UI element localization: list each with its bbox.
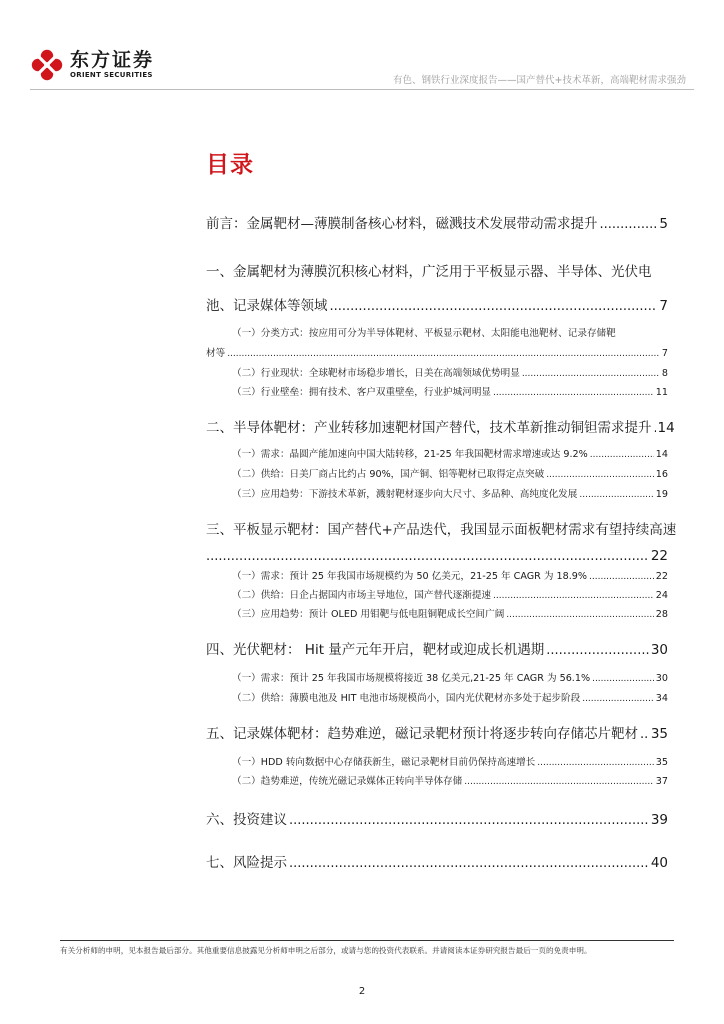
toc-entry-text: 池、记录媒体等领域 — [206, 298, 328, 314]
toc-entry-text: （三）应用趋势：下游技术革新，溅射靶材逐步向大尺寸、多品种、高纯度化发展 — [232, 489, 578, 500]
toc-page-number: 30 — [655, 673, 668, 684]
toc-entry-1[interactable] — [206, 294, 668, 314]
toc-entry-1-1[interactable] — [206, 345, 668, 359]
toc-entry-4-1[interactable] — [206, 670, 668, 684]
toc-page-number: 40 — [650, 855, 668, 871]
brand-name-cn: 东方证券 — [70, 49, 155, 71]
toc-page-number: 11 — [655, 387, 668, 398]
toc-page-number: 8 — [661, 368, 668, 379]
toc-leader-dots — [506, 609, 653, 620]
toc-page-number: 7 — [661, 348, 668, 359]
toc-page-number: 39 — [650, 812, 668, 828]
toc-page-number: 14 — [657, 420, 675, 436]
toc-title: 目录 — [206, 152, 254, 178]
toc-leader-dots — [537, 757, 654, 768]
toc-leader-dots — [589, 571, 654, 582]
toc-entry-5-1[interactable] — [206, 754, 668, 768]
toc-leader-dots — [206, 548, 649, 564]
toc-page-number: 14 — [655, 449, 668, 460]
toc-entry-2-3[interactable] — [206, 486, 668, 500]
toc-leader-dots — [289, 812, 649, 828]
toc-entry-2[interactable] — [206, 416, 675, 436]
brand-name-en: ORIENT SECURITIES — [70, 71, 153, 79]
toc-page-number: 16 — [655, 469, 668, 480]
toc-entry-7[interactable] — [206, 851, 668, 871]
header-divider — [30, 89, 694, 90]
toc-entry-5-2[interactable] — [206, 773, 668, 787]
toc-leader-dots — [590, 449, 654, 460]
toc-leader-dots — [582, 693, 654, 704]
toc-leader-dots — [546, 642, 649, 658]
toc-entry-text: （二）供给：日美厂商占比约占 90%，国产铜、铝等靶材已取得定点突破 — [232, 469, 545, 480]
toc-leader-dots — [330, 298, 658, 314]
toc-entry-text: 前言：金属靶材—薄膜制备核心材料，磁溅技术发展带动需求提升 — [206, 216, 598, 232]
toc-entry-5[interactable] — [206, 722, 668, 742]
toc-entry-1-2[interactable] — [206, 365, 668, 379]
toc-entry-3-2[interactable] — [206, 587, 668, 601]
toc-entry-3-1[interactable] — [206, 568, 668, 582]
toc-entry-text: （二）供给：日企占据国内市场主导地位，国产替代逐渐提速 — [232, 590, 492, 601]
toc-entry-text: （二）趋势难逆，传统光磁记录媒体正转向半导体存储 — [232, 776, 463, 787]
toc-entry-3[interactable] — [206, 548, 668, 564]
toc-leader-dots — [289, 855, 649, 871]
toc-entry-text: （一）需求：晶圆产能加速向中国大陆转移，21-25 年我国靶材需求增速或达 9.2% — [232, 449, 588, 460]
brand-logo — [30, 48, 154, 82]
toc-page-number: 5 — [659, 216, 668, 232]
report-subtitle: 有色、钢铁行业深度报告——国产替代+技术革新，高端靶材需求强劲 — [393, 75, 686, 86]
footer-divider — [60, 940, 674, 941]
toc-entry-text: （二）行业现状：全球靶材市场稳步增长，日美在高端领域优势明显 — [232, 368, 520, 379]
toc-entry-text: （一）需求：预计 25 年我国市场规模约为 50 亿美元，21-25 年 CAGR 为 18.9% — [232, 571, 588, 582]
toc-entry-text: 材等 — [206, 348, 226, 359]
toc-entry-1-3[interactable] — [206, 384, 668, 398]
toc-page-number: 22 — [655, 571, 668, 582]
toc-leader-dots — [600, 216, 658, 232]
toc-leader-dots — [654, 420, 656, 436]
toc-entry-3-line1[interactable]: 三、平板显示靶材：国产替代+产品迭代，我国显示面板靶材需求有望持续高速 — [206, 522, 677, 538]
toc-entry-4-2[interactable] — [206, 690, 668, 704]
toc-leader-dots — [493, 387, 654, 398]
toc-entry-text: （二）供给：薄膜电池及 HIT 电池市场规模尚小，国内光伏靶材亦多处于起步阶段 — [232, 693, 581, 704]
toc-entry-3-3[interactable] — [206, 606, 668, 620]
toc-entry-2-2[interactable] — [206, 466, 668, 480]
toc-entry-text: 五、记录媒体靶材：趋势难逆，磁记录靶材预计将逐步转向存储芯片靶材 — [206, 726, 638, 742]
toc-leader-dots — [579, 489, 653, 500]
toc-page-number: 35 — [650, 726, 668, 742]
toc-entry-text: （一）需求：预计 25 年我国市场规模将接近 38 亿美元,21-25 年 CAGR 为 56.1% — [232, 673, 591, 684]
toc-leader-dots — [464, 776, 654, 787]
toc-entry-text: （一）HDD 转向数据中心存储获新生，磁记录靶材目前仍保持高速增长 — [232, 757, 536, 768]
toc-entry-text: 七、风险提示 — [206, 855, 287, 871]
toc-page-number: 37 — [655, 776, 668, 787]
toc-page-number: 24 — [655, 590, 668, 601]
toc-entry-text: （三）应用趋势：预计 OLED 用钼靶与低电阻铜靶成长空间广阔 — [232, 609, 505, 620]
toc-entry-text: （三）行业壁垒：拥有技术、客户双重壁垒，行业护城河明显 — [232, 387, 492, 398]
orient-securities-logo-icon — [30, 48, 64, 82]
toc-leader-dots — [546, 469, 654, 480]
toc-entry-preface[interactable] — [206, 212, 668, 232]
toc-page-number: 35 — [655, 757, 668, 768]
toc-leader-dots — [522, 368, 660, 379]
toc-entry-text: 二、半导体靶材：产业转移加速靶材国产替代，技术革新推动铜钽需求提升 — [206, 420, 652, 436]
toc-entry-6[interactable] — [206, 808, 668, 828]
toc-page-number: 28 — [655, 609, 668, 620]
footer-disclaimer: 有关分析师的申明，见本报告最后部分。其他重要信息披露见分析师申明之后部分，或请与您的投资代表联系。并请阅读本证券研究报告最后一页的免责申明。 — [60, 946, 592, 955]
toc-leader-dots — [227, 348, 660, 359]
toc-leader-dots — [640, 726, 649, 742]
toc-page-number: 7 — [659, 298, 668, 314]
toc-page-number: 19 — [655, 489, 668, 500]
toc-page-number: 34 — [655, 693, 668, 704]
toc-entry-text: 四、光伏靶材： Hit 量产元年开启，靶材或迎成长机遇期 — [206, 642, 545, 658]
toc-entry-1-1-line1[interactable]: （一）分类方式：按应用可分为半导体靶材、平板显示靶材、太阳能电池靶材、记录存储靶 — [232, 328, 616, 339]
toc-page-number: 22 — [650, 548, 668, 564]
toc-page-number: 30 — [650, 642, 668, 658]
page-number: 2 — [358, 986, 366, 997]
toc-leader-dots — [592, 673, 654, 684]
toc-entry-1-line1[interactable]: 一、金属靶材为薄膜沉积核心材料，广泛用于平板显示器、半导体、光伏电 — [206, 264, 652, 280]
toc-entry-2-1[interactable] — [206, 446, 668, 460]
toc-entry-4[interactable] — [206, 638, 668, 658]
toc-entry-text: 六、投资建议 — [206, 812, 287, 828]
toc-leader-dots — [493, 590, 654, 601]
